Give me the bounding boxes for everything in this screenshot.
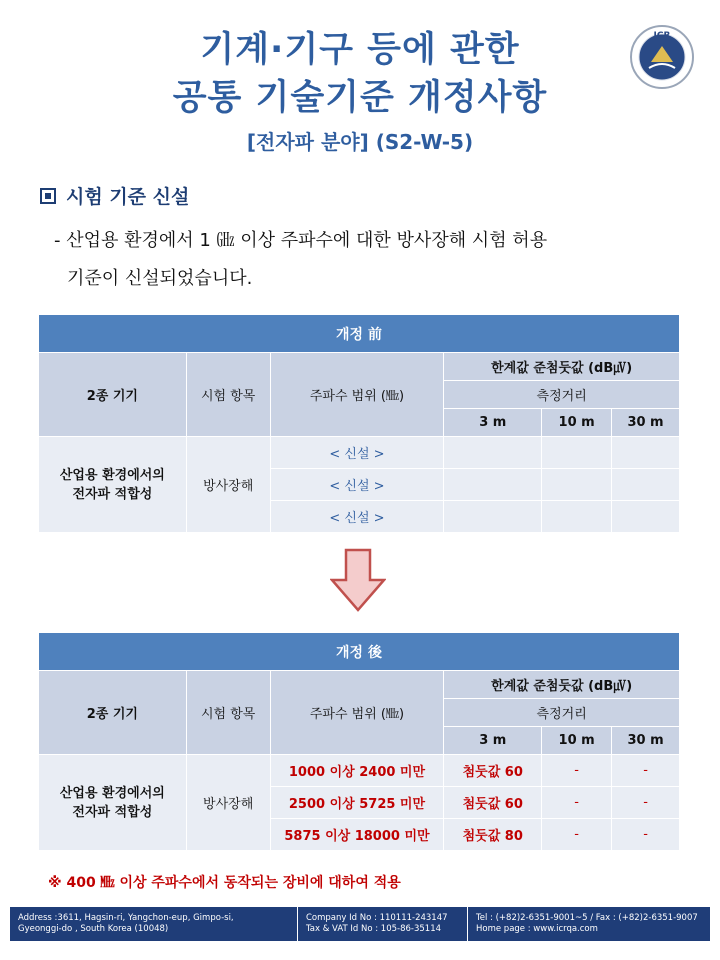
table-after (38, 632, 680, 851)
footer-company-ids (298, 907, 468, 941)
table-before-title: 개정 前 (39, 315, 680, 353)
limit-3m-cell: 첨둣값 60 (444, 787, 542, 819)
homepage-line[interactable]: Home page : www.icrqa.com (476, 924, 598, 934)
header-30m: 30 m (612, 727, 680, 755)
table-after-title: 개정 後 (39, 633, 680, 671)
limit-3m-cell (444, 437, 542, 469)
address-line-2: Gyeonggi-do , South Korea (10048) (18, 924, 169, 934)
header-test-item: 시험 항목 (186, 671, 270, 755)
title-block (0, 26, 720, 156)
test-item-cell: 방사장해 (186, 437, 270, 533)
title-line-1: 기계·기구 등에 관한 (200, 30, 520, 70)
freq-cell: < 신설 > (270, 469, 444, 501)
device-cell: 산업용 환경에서의 전자파 적합성 (39, 755, 187, 851)
header-device: 2종 기기 (39, 671, 187, 755)
device-cell: 산업용 환경에서의 전자파 적합성 (39, 437, 187, 533)
header-distance: 측정거리 (444, 381, 680, 409)
header-device: 2종 기기 (39, 353, 187, 437)
limit-10m-cell: - (542, 819, 612, 851)
freq-cell: < 신설 > (270, 501, 444, 533)
limit-30m-cell (612, 501, 680, 533)
header-10m: 10 m (542, 727, 612, 755)
limit-10m-cell: - (542, 787, 612, 819)
header-freq-range: 주파수 범위 (㎒) (270, 671, 444, 755)
freq-cell: 5875 이상 18000 미만 (270, 819, 444, 851)
header-freq-range: 주파수 범위 (㎒) (270, 353, 444, 437)
footnote: ※ 400 ㎒ 이상 주파수에서 동작되는 장비에 대하여 적용 (48, 875, 401, 891)
footer-contact (468, 907, 710, 941)
company-id-line: Company Id No : 110111-243147 (306, 913, 448, 923)
freq-cell: 2500 이상 5725 미만 (270, 787, 444, 819)
subtitle: [전자파 분야] (S2-W-5) (246, 130, 474, 154)
icr-logo (629, 24, 695, 90)
section-heading-text: 시험 기준 신설 (66, 186, 190, 208)
limit-3m-cell: 첨둣값 60 (444, 755, 542, 787)
limit-3m-cell (444, 501, 542, 533)
limit-30m-cell: - (612, 787, 680, 819)
footer-bar (10, 907, 710, 941)
limit-10m-cell (542, 469, 612, 501)
header-limit: 한계값 준첨둣값 (dB㎶) (444, 671, 680, 699)
square-bullet-icon (40, 188, 56, 204)
section-description (54, 222, 674, 298)
limit-3m-cell (444, 469, 542, 501)
limit-30m-cell (612, 469, 680, 501)
section-heading (40, 182, 189, 209)
header-limit: 한계값 준첨둣값 (dB㎶) (444, 353, 680, 381)
limit-30m-cell (612, 437, 680, 469)
tax-id-line: Tax & VAT Id No : 105-86-35114 (306, 924, 442, 934)
address-line-1: Address :3611, Hagsin-ri, Yangchon-eup, Gimpo-si, (18, 913, 234, 923)
freq-cell: < 신설 > (270, 437, 444, 469)
limit-10m-cell (542, 437, 612, 469)
header-30m: 30 m (612, 409, 680, 437)
header-distance: 측정거리 (444, 699, 680, 727)
title-line-2: 공통 기술기준 개정사항 (172, 78, 548, 118)
header-3m: 3 m (444, 409, 542, 437)
header-test-item: 시험 항목 (186, 353, 270, 437)
header-10m: 10 m (542, 409, 612, 437)
limit-30m-cell: - (612, 755, 680, 787)
footer-address (10, 907, 298, 941)
description-line-2: 기준이 신설되었습니다. (67, 268, 253, 289)
description-line-1: - 산업용 환경에서 1 ㎓ 이상 주파수에 대한 방사장해 시험 허용 (54, 230, 548, 251)
freq-cell: 1000 이상 2400 미만 (270, 755, 444, 787)
table-before (38, 314, 680, 533)
test-item-cell: 방사장해 (186, 755, 270, 851)
header-3m: 3 m (444, 727, 542, 755)
tel-fax-line: Tel : (+82)2-6351-9001~5 / Fax : (+82)2-6351-9007 (476, 913, 698, 923)
logo-text: ICR (653, 31, 671, 41)
limit-10m-cell: - (542, 755, 612, 787)
limit-10m-cell (542, 501, 612, 533)
limit-30m-cell: - (612, 819, 680, 851)
limit-3m-cell: 첨둣값 80 (444, 819, 542, 851)
down-arrow-icon (330, 548, 386, 612)
